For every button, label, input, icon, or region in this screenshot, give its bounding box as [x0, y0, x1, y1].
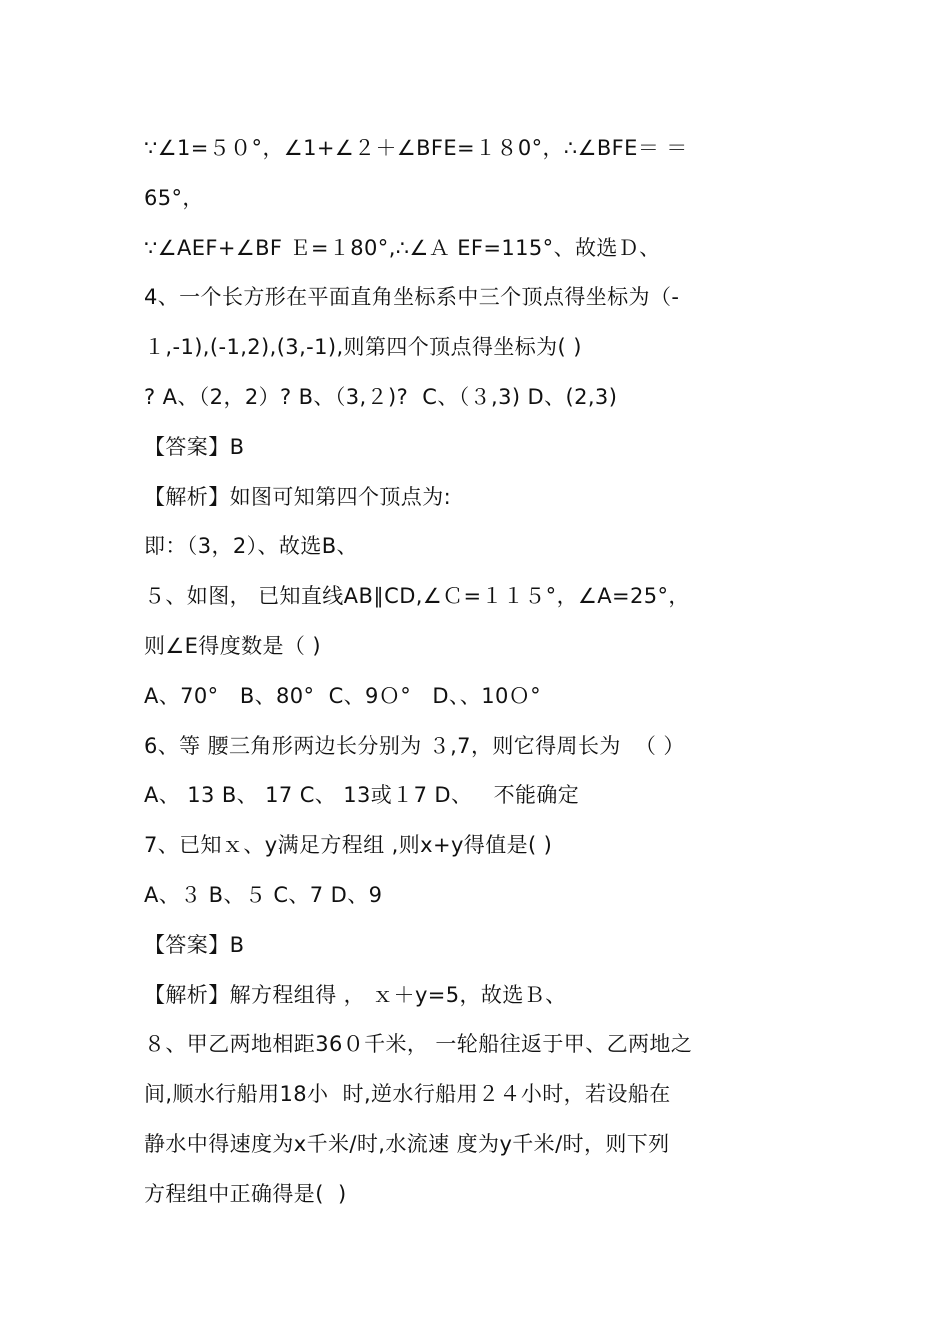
text-line: 65°， [144, 185, 204, 210]
answer-label: 【答案】B [144, 434, 245, 459]
text-line: 即：（3，2）、故选B、 [144, 534, 358, 559]
question-4-options: ? A、（2，2）? B、（3,２)? C、（３,3) D、(2,3) [144, 384, 618, 409]
question-5-text: ５、如图， 已知直线AB∥CD,∠Ｃ=１１５°，∠A=25°， [144, 584, 690, 609]
text-line: 方程组中正确得是( ) [144, 1181, 347, 1206]
question-8-text: ８、甲乙两地相距36０千米， 一轮船往返于甲、乙两地之 [144, 1032, 693, 1057]
question-6-text: 6、等 腰三角形两边长分别为 ３,7，则它得周长为 （ ） [144, 733, 685, 758]
text-line: 间,顺水行船用18小 时,逆水行船用２４小时，若设船在 [144, 1082, 671, 1107]
analysis-label: 【解析】如图可知第四个顶点为: [144, 484, 452, 509]
text-line: 则∠E得度数是（ ) [144, 633, 321, 658]
question-4-text: 4、一个长方形在平面直角坐标系中三个顶点得坐标为（- [144, 285, 680, 310]
text-line: １,-1),(-1,2),(3,-1),则第四个顶点得坐标为( ) [144, 335, 582, 360]
text-line: ∵∠1=５０°，∠1+∠２＋∠BFE=１８0°，∴∠BFE＝ ＝ [144, 136, 688, 160]
answer-label: 【答案】B [144, 932, 245, 957]
question-5-options: A、70° B、80° C、9Ｏ° D、、10Ｏ° [144, 683, 542, 708]
analysis-label: 【解析】解方程组得 ， ｘ＋y=5，故选Ｂ、 [144, 982, 567, 1007]
document-text [144, 124, 824, 1220]
question-6-options: A、 13 B、 17 C、 13或１7 D、 不能确定 [144, 783, 580, 808]
question-7-text: 7、已知ｘ、y满足方程组 ,则x+y得值是( ) [144, 833, 553, 858]
question-7-options: A、３ B、５ C、7 D、9 [144, 882, 383, 907]
text-line: 静水中得速度为x千米/时,水流速 度为y千米/时，则下列 [144, 1131, 670, 1156]
text-line: ∵∠AEF+∠BF Ｅ=１80°,∴∠Ａ EF=115°、故选Ｄ、 [144, 235, 661, 260]
